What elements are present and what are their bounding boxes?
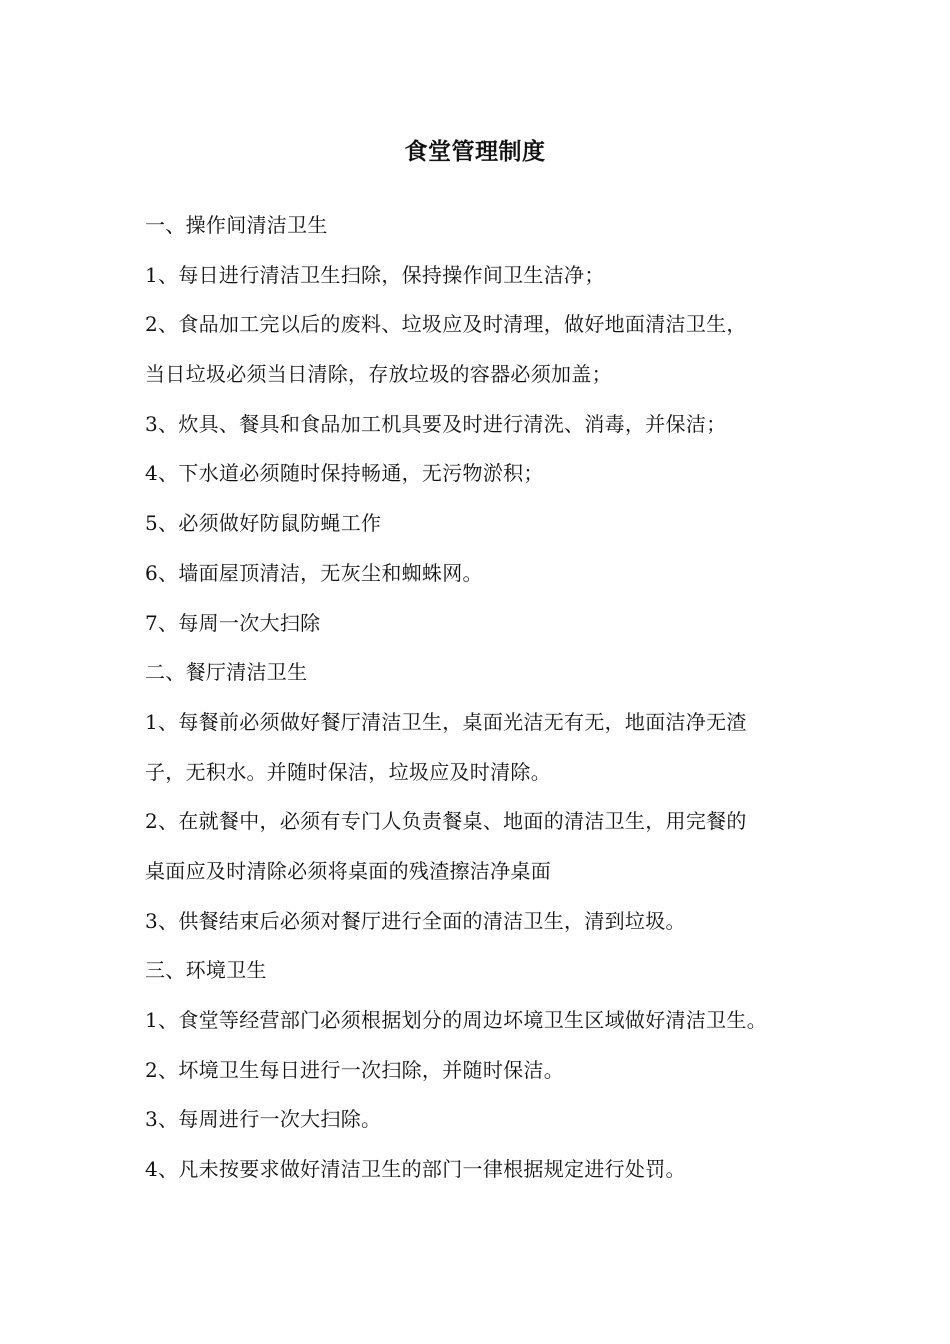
section-heading-1: 一、操作间清洁卫生 xyxy=(145,213,328,237)
paragraph-line: 3、炊具、餐具和食品加工机具要及时进行清洗、消毒，并保洁； xyxy=(145,411,727,436)
paragraph-line: 2、在就餐中，必须有专门人负责餐桌、地面的清洁卫生，用完餐的 xyxy=(145,809,747,834)
section-heading-3: 三、环境卫生 xyxy=(145,958,267,983)
paragraph-line: 3、每周进行一次大扫除。 xyxy=(145,1107,382,1132)
paragraph-line: 桌面应及时清除必须将桌面的残渣擦洁净桌面 xyxy=(145,858,551,883)
paragraph-line: 5、必须做好防鼠防蝇工作 xyxy=(145,511,382,536)
paragraph-line: 子，无积水。并随时保洁，垃圾应及时清除。 xyxy=(145,759,551,784)
paragraph-line: 4、凡未按要求做好清洁卫生的部门一律根据规定进行处罚。 xyxy=(145,1157,686,1182)
document-title: 食堂管理制度 xyxy=(404,138,546,165)
paragraph-line: 1、每餐前必须做好餐厅清洁卫生，桌面光洁无有无，地面洁净无渣 xyxy=(145,709,747,734)
paragraph-line: 1、食堂等经营部门必须根据划分的周边坏境卫生区域做好清洁卫生。 xyxy=(145,1008,768,1032)
paragraph-line: 1、每日进行清洁卫生扫除，保持操作间卫生洁净； xyxy=(145,262,605,287)
paragraph-line: 7、每周一次大扫除 xyxy=(145,610,321,635)
paragraph-line: 2、食品加工完以后的废料、垃圾应及时清理，做好地面清洁卫生， xyxy=(145,312,747,337)
paragraph-line: 3、供餐结束后必须对餐厅进行全面的清洁卫生，清到垃圾。 xyxy=(145,908,686,933)
paragraph-line: 6、墙面屋顶清洁，无灰尘和蜘蛛网。 xyxy=(145,560,483,585)
document-body xyxy=(145,207,825,1201)
paragraph-line: 2、坏境卫生每日进行一次扫除，并随时保洁。 xyxy=(145,1057,565,1082)
paragraph-line: 4、下水道必须随时保持畅通，无污物淤积； xyxy=(145,461,544,486)
section-heading-2: 二、餐厅清洁卫生 xyxy=(145,660,308,685)
paragraph-line: 当日垃圾必须当日清除，存放垃圾的容器必须加盖； xyxy=(145,362,612,387)
